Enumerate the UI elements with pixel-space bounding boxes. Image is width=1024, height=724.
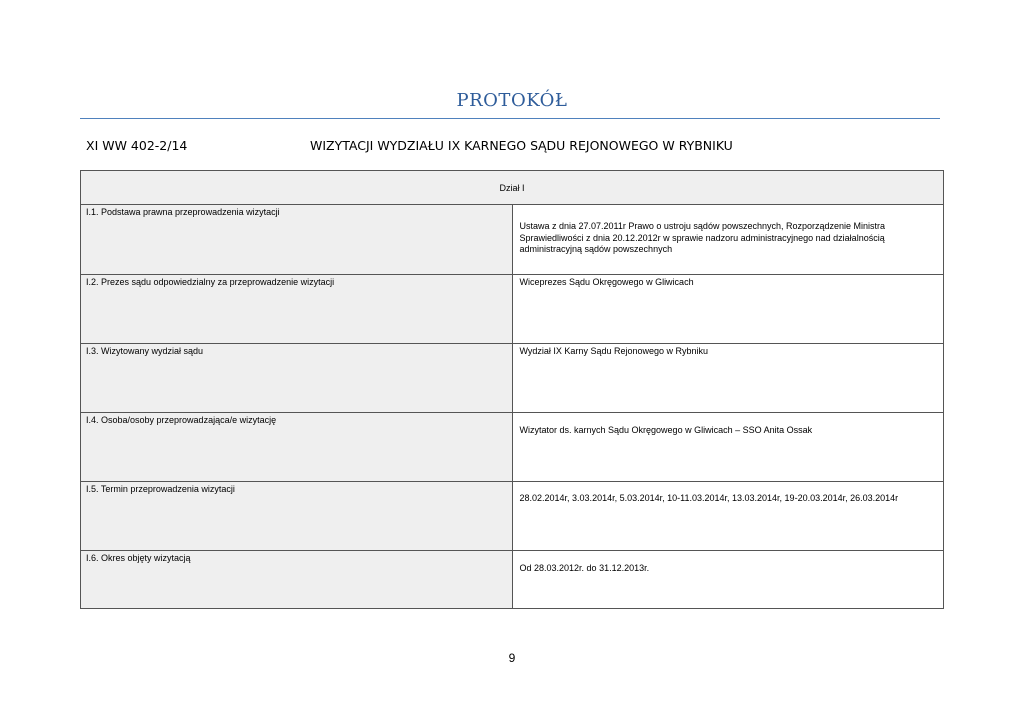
case-number: XI WW 402-2/14 <box>86 138 188 153</box>
row-value-text: Wizytator ds. karnych Sądu Okręgowego w Gliwicach – SSO Anita Ossak <box>519 425 813 435</box>
row-value: Wydział IX Karny Sądu Rejonowego w Rybniku <box>512 344 944 413</box>
page-number: 9 <box>508 651 516 665</box>
row-value <box>512 413 944 482</box>
table-row <box>81 413 944 482</box>
row-value-text: Ustawa z dnia 27.07.2011r Prawo o ustroju sądów powszechnych, Rozporządzenie Ministra Sprawiedliwości z dnia 20.12.2012r w sprawie nadzoru administracyjnego nad działalnością administracyjną sądów powszechnych <box>519 221 886 255</box>
row-value <box>512 551 944 609</box>
section-title: Dział I <box>81 171 944 205</box>
title-divider <box>80 118 940 119</box>
row-label: I.3. Wizytowany wydział sądu <box>81 344 513 413</box>
row-label: I.4. Osoba/osoby przeprowadzająca/e wizytację <box>81 413 513 482</box>
row-label: I.5. Termin przeprowadzenia wizytacji <box>81 482 513 551</box>
row-label: I.2. Prezes sądu odpowiedzialny za przeprowadzenie wizytacji <box>81 275 513 344</box>
table-row <box>81 482 944 551</box>
table-row <box>81 551 944 609</box>
document-subtitle: WIZYTACJI WYDZIAŁU IX KARNEGO SĄDU REJONOWEGO W RYBNIKU <box>310 138 733 153</box>
row-label: I.1. Podstawa prawna przeprowadzenia wizytacji <box>81 205 513 275</box>
row-value: Wiceprezes Sądu Okręgowego w Gliwicach <box>512 275 944 344</box>
row-value-text: Od 28.03.2012r. do 31.12.2013r. <box>519 563 650 573</box>
table-row <box>81 205 944 275</box>
table-row <box>81 275 944 344</box>
table-row <box>81 344 944 413</box>
section-header-row <box>81 171 944 205</box>
document-title: PROTOKÓŁ <box>456 90 568 111</box>
protocol-table <box>80 170 944 609</box>
row-value <box>512 205 944 275</box>
row-label: I.6. Okres objęty wizytacją <box>81 551 513 609</box>
row-value <box>512 482 944 551</box>
row-value-text: 28.02.2014r, 3.03.2014r, 5.03.2014r, 10-11.03.2014r, 13.03.2014r, 19-20.03.2014r, 26.03.2014r <box>519 493 899 503</box>
